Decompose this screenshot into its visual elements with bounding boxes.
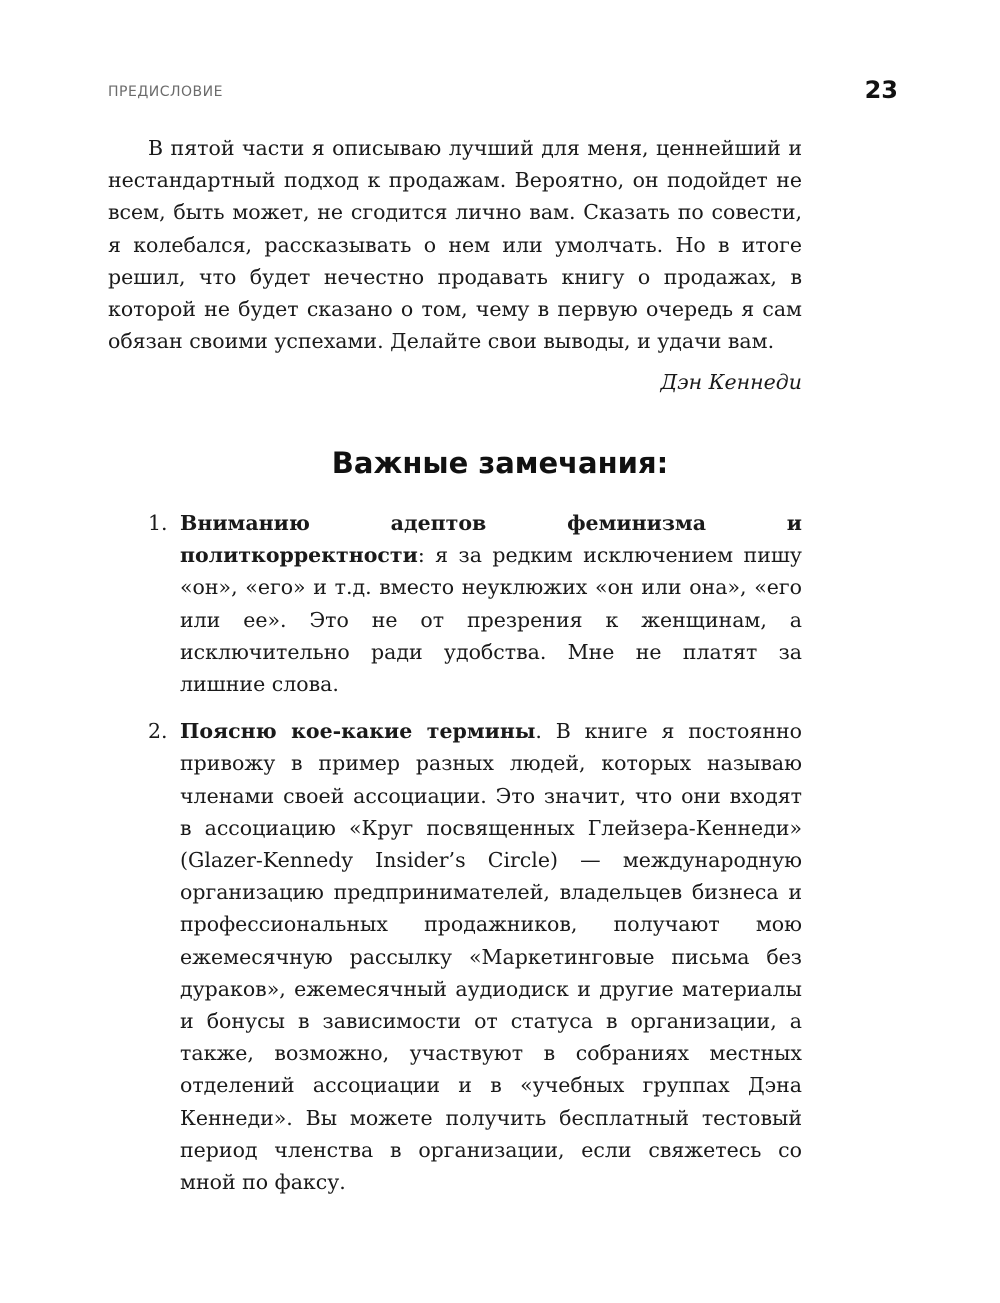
intro-paragraph: В пятой части я описываю лучший для меня, ценнейший и нестандартный подход к продажам. Вероятно, он подойдет не всем, быть может, не сгодится лично вам. Сказать по совести, я колебался, рассказывать о нем или умолчать. Но в итоге решил, что будет нечестно продавать книгу о продажах, в которой не будет сказано о том, чему в первую очередь я сам обязан своими успехами. Делайте свои выводы, и удачи вам. [108,136,802,354]
section-heading: Важные замечания: [331,446,669,480]
list-item [108,715,802,1198]
author-signature: Дэн Кеннеди [660,370,802,394]
list-item-term: Вниманию адептов феминизма и политкорректности [180,511,802,568]
notes-list [108,507,802,1213]
list-item-text: : я за редким исключением пишу «он», «его» и т.д. вместо неуклюжих «он или она», «его или ее». Это не от презрения к женщинам, а исключительно ради удобства. Мне не платят за лишние слова. [180,543,802,697]
list-item [108,507,802,700]
list-item-text: . В книге я постоянно привожу в пример разных людей, которых называю членами своей ассоциации. Это значит, что они входят в ассоциацию «Круг посвященных Глейзера-Кеннеди» (Glazer-Kennedy Insider’s Circle) — международную организацию предпринимателей, владельцев бизнеса и профессиональных продажников, получают мою ежемесячную рассылку «Маркетинговые письма без дураков», ежемесячный аудиодиск и другие материалы и бонусы в зависимости от статуса в организации, а также, возможно, участвуют в собраниях местных отделений ассоциации и в «учебных группах Дэна Кеннеди». Вы можете получить бесплатный тестовый период членства в организации, если свяжетесь со мной по факсу. [180,719,802,1195]
list-item-term: Поясню кое-какие термины [180,719,536,744]
list-item-number: 1. [148,511,168,535]
running-head: ПРЕДИСЛОВИЕ [108,84,223,100]
list-item-number: 2. [148,719,168,744]
page-number: 23 [864,76,898,104]
